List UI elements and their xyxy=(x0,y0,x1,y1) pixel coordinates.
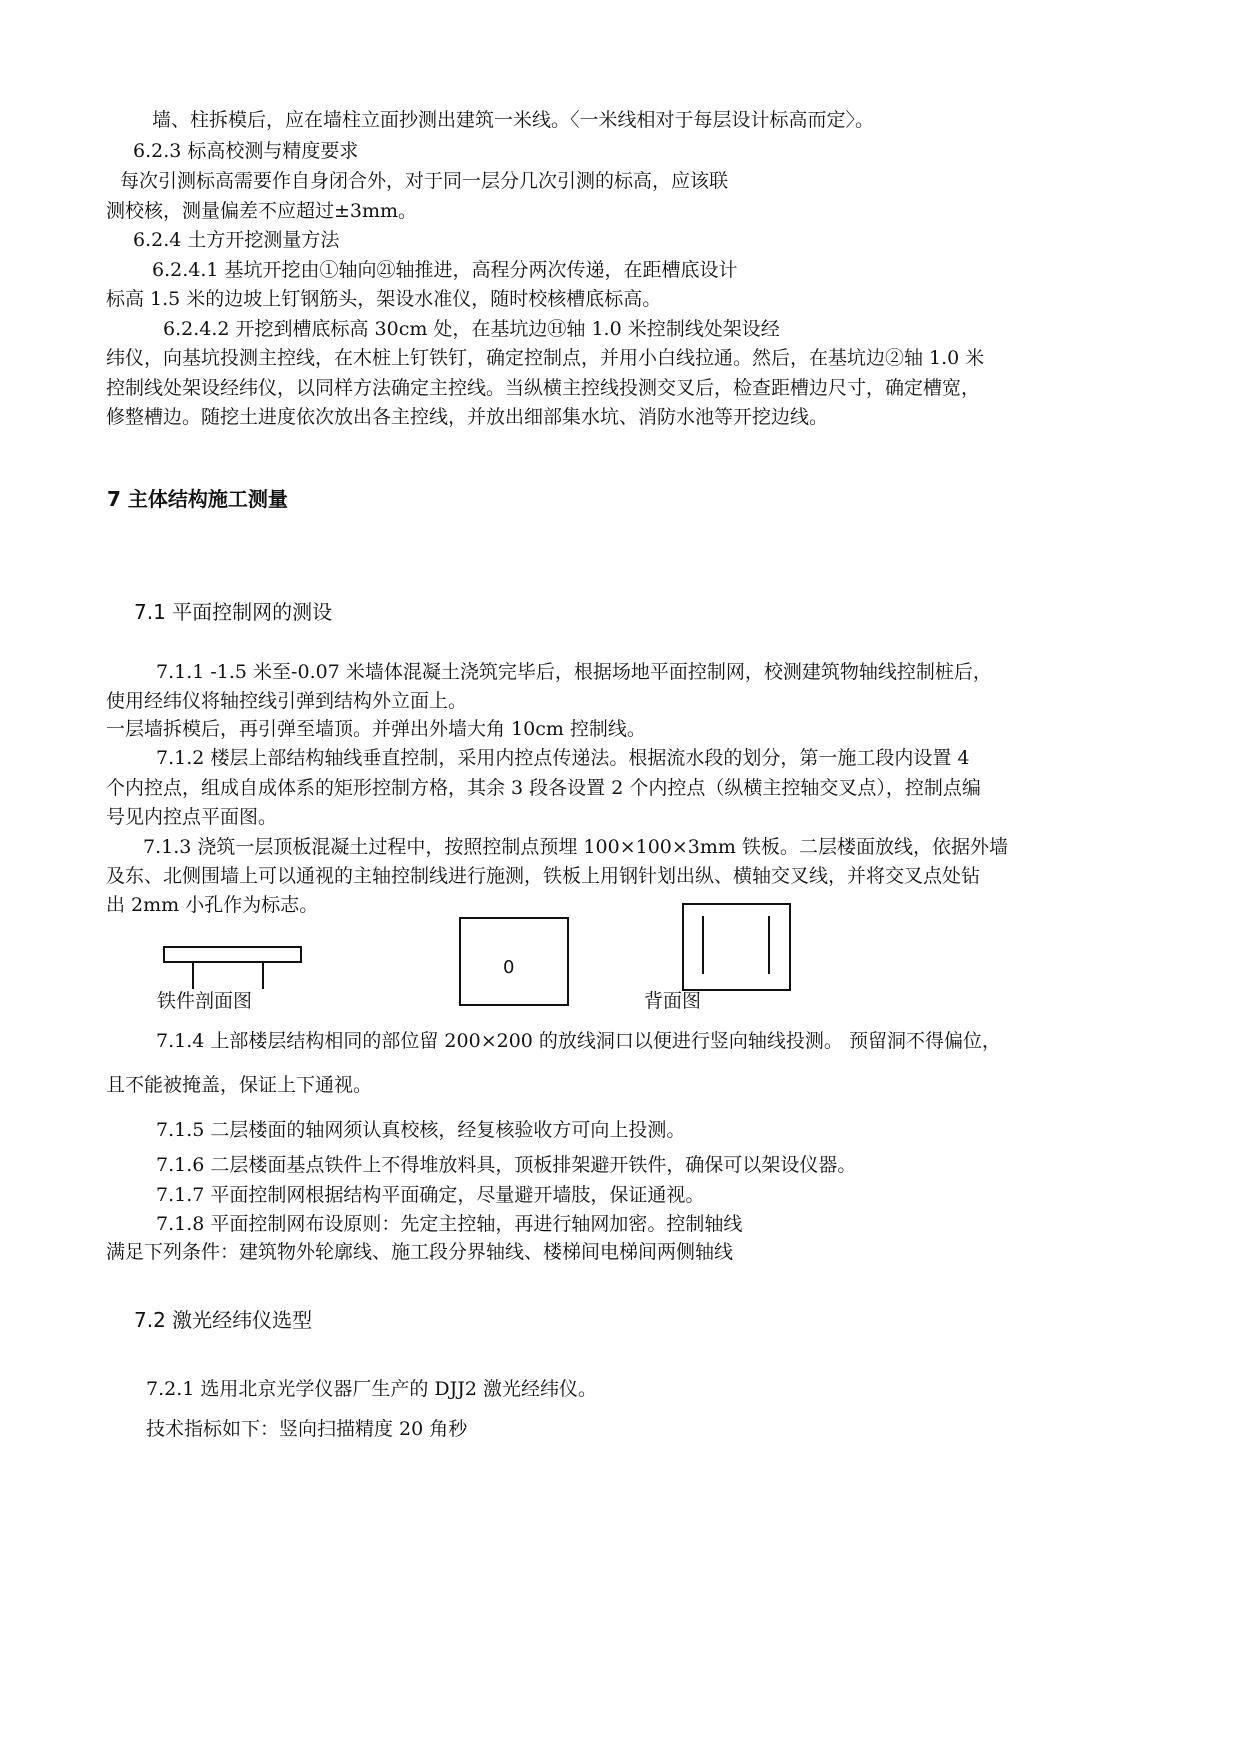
paragraph-line: 7.1.3 浇筑一层顶板混凝土过程中，按照控制点预埋 100×100×3mm 铁板。二层楼面放线，依据外墙 xyxy=(143,836,1008,858)
paragraph-line: 6.2.4.2 开挖到槽底标高 30cm 处，在基坑边Ⓗ轴 1.0 米控制线处架设经 xyxy=(163,318,780,340)
paragraph-line: 7.2.1 选用北京光学仪器厂生产的 DJJ2 激光经纬仪。 xyxy=(146,1378,598,1400)
anchor-leg-right xyxy=(262,962,264,989)
paragraph-line: 每次引测标高需要作自身闭合外，对于同一层分几次引测的标高，应该联 xyxy=(120,170,729,192)
paragraph-line: 及东、北侧围墙上可以通视的主轴控制线进行施测，铁板上用钢针划出纵、横轴交叉线，并将交叉点处钻 xyxy=(106,865,981,887)
paragraph-line: 控制线处架设经纬仪，以同样方法确定主控线。当纵横主控线投测交叉后，检查距槽边尺寸，确定槽宽， xyxy=(106,377,981,399)
paragraph-line: 7.1.2 楼层上部结构轴线垂直控制，采用内控点传递法。根据流水段的划分，第一施工段内设置 4 xyxy=(156,747,970,769)
subsection-heading: 6.2.3 标高校测与精度要求 xyxy=(133,140,359,162)
paragraph-line: 6.2.4.1 基坑开挖由①轴向㉑轴推进，高程分两次传递，在距槽底设计 xyxy=(152,259,738,281)
subsection-heading: 7.2 激光经纬仪选型 xyxy=(134,1308,313,1332)
paragraph-line: 一层墙拆模后，再引弹至墙顶。并弹出外墙大角 10cm 控制线。 xyxy=(106,718,646,740)
subsection-heading: 6.2.4 土方开挖测量方法 xyxy=(133,229,340,251)
plate-back-rect xyxy=(682,903,791,991)
paragraph-line: 纬仪，向基坑投测主控线，在木桩上钉铁钉，确定控制点，并用小白线拉通。然后，在基坑边②轴 1.0 米 xyxy=(106,347,985,369)
paragraph-line: 墙、柱拆模后，应在墙柱立面抄测出建筑一米线。〈一米线相对于每层设计标高而定〉。 xyxy=(152,109,875,131)
paragraph-line: 出 2mm 小孔作为标志。 xyxy=(106,894,319,916)
paragraph-line: 标高 1.5 米的边坡上钉钢筋头，架设水准仪，随时校核槽底标高。 xyxy=(106,288,662,310)
paragraph-line: 7.1.1 -1.5 米至-0.07 米墙体混凝土浇筑完毕后，根据场地平面控制网，校测建筑物轴线控制桩后， xyxy=(156,661,992,683)
paragraph-line: 测校核，测量偏差不应超过±3mm。 xyxy=(106,200,418,222)
section-title: 7 主体结构施工测量 xyxy=(107,487,288,511)
paragraph-line: 7.1.5 二层楼面的轴网须认真校核，经复核验收方可向上投测。 xyxy=(156,1119,686,1141)
paragraph-line: 7.1.4 上部楼层结构相同的部位留 200×200 的放线洞口以便进行竖向轴线投测。 预留洞不得偏位， xyxy=(156,1030,1001,1052)
paragraph-line: 号见内控点平面图。 xyxy=(106,806,278,828)
paragraph-line: 且不能被掩盖，保证上下通视。 xyxy=(106,1074,373,1096)
paragraph-line: 个内控点，组成自成体系的矩形控制方格，其余 3 段各设置 2 个内控点（纵横主控轴交叉点），控制点编 xyxy=(106,777,981,799)
paragraph-line: 7.1.8 平面控制网布设原则：先定主控轴，再进行轴网加密。控制轴线 xyxy=(156,1213,743,1235)
back-rib-right xyxy=(768,916,770,974)
anchor-leg-left xyxy=(192,962,194,989)
paragraph-line: 修整槽边。随挖土进度依次放出各主控线，并放出细部集水坑、消防水池等开挖边线。 xyxy=(106,406,829,428)
paragraph-line: 7.1.7 平面控制网根据结构平面确定，尽量避开墙肢，保证通视。 xyxy=(156,1184,705,1206)
paragraph-line: 技术指标如下：竖向扫描精度 20 角秒 xyxy=(146,1418,468,1440)
paragraph-line: 使用经纬仪将轴控线引弹到结构外立面上。 xyxy=(106,690,468,712)
center-hole-mark: 0 xyxy=(503,957,515,978)
paragraph-line: 7.1.6 二层楼面基点铁件上不得堆放料具，顶板排架避开铁件，确保可以架设仪器。 xyxy=(156,1154,857,1176)
paragraph-line: 满足下列条件：建筑物外轮廓线、施工段分界轴线、楼梯间电梯间两侧轴线 xyxy=(106,1241,734,1263)
back-rib-left xyxy=(702,916,704,974)
plate-section-rect xyxy=(163,946,302,963)
section-view-label: 铁件剖面图 xyxy=(157,990,253,1012)
subsection-heading: 7.1 平面控制网的测设 xyxy=(134,600,333,624)
back-view-label: 背面图 xyxy=(644,990,702,1012)
